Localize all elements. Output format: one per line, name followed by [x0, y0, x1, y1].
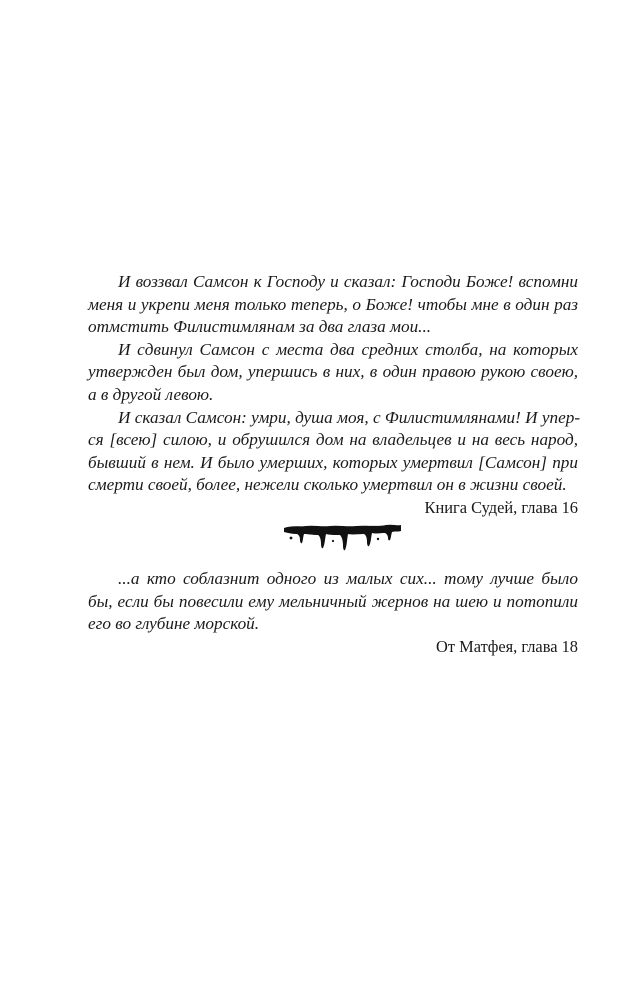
quote-line: ся [всею] силою, и обрушился дом на владельцев и на весь народ, — [88, 430, 578, 450]
epigraph-source: От Матфея, глава 18 — [436, 636, 578, 656]
quote-line: И сдвинул Самсон с места два средних столба, на которых — [118, 339, 578, 359]
quote-line: И сказал Самсон: умри, душа моя, с Филистимлянами! И упер- — [118, 407, 581, 427]
quote-line: смерти своей, более, нежели сколько умертвил он в жизни своей. — [88, 475, 567, 495]
quote-line: его во глубине морской. — [88, 614, 260, 634]
epigraph-samson — [88, 271, 581, 520]
quote-line: ...а кто соблазнит одного из малых сих... тому лучше было — [118, 569, 578, 588]
epigraph-matthew — [88, 568, 578, 658]
quote-line: бы, если бы повесили ему мельничный жернов на шею и потопили — [88, 591, 578, 611]
epigraph-source: Книга Судей, глава 16 — [424, 497, 578, 517]
quote-line: бывший в нем. И было умерших, которых умертвил [Самсон] при — [88, 452, 578, 472]
quote-line: И воззвал Самсон к Господу и сказал: Господи Боже! вспомни — [118, 272, 578, 291]
ink-drip-ornament-icon — [282, 518, 402, 554]
quote-line: меня и укрепи меня только теперь, о Боже! чтобы мне в один раз — [88, 294, 578, 314]
quote-line: а в другой левою. — [88, 384, 214, 404]
quote-line: отмстить Филистимлянам за два глаза мои... — [88, 317, 432, 337]
quote-line: утвержден был дом, упершись в них, в один правою рукою своею, — [88, 362, 578, 382]
